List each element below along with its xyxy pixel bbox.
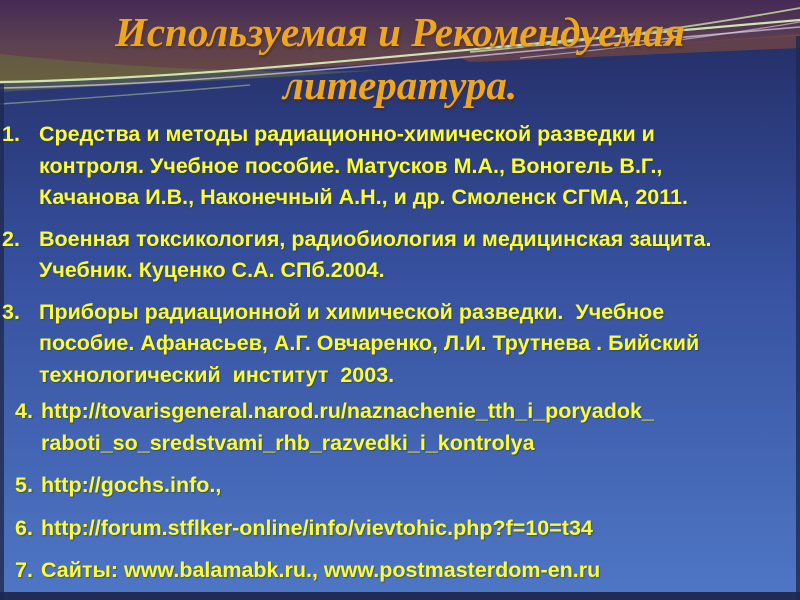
reference-item-4 — [0, 396, 762, 459]
item-number: 1. — [2, 122, 20, 146]
item-text — [41, 470, 762, 502]
item-url: Сайты: www.balamabk.ru., www.postmasterdom-en.ru — [41, 558, 601, 582]
item-number: 4. — [15, 399, 33, 423]
item-line: пособие. Афанасьев, А.Г. Овчаренко, Л.И. Трутнева . Бийский — [39, 331, 700, 355]
item-url: http://gochs.info., — [41, 473, 222, 497]
reference-item-5 — [0, 470, 762, 502]
item-text — [41, 555, 762, 587]
reference-item-3 — [0, 297, 762, 392]
reference-item-2 — [0, 224, 762, 287]
item-number: 7. — [15, 558, 33, 582]
slide-title: Используемая и Рекомендуемая литература. — [114, 9, 686, 108]
item-line: Приборы радиационной и химической разведки. Учебное — [39, 299, 665, 324]
item-url: raboti_so_sredstvami_rhb_razvedki_i_kontrolya — [41, 430, 535, 455]
item-line: Качанова И.В., Наконечный А.Н., и др. Смоленск СГМА, 2011. — [39, 185, 688, 209]
item-text — [41, 396, 762, 459]
item-line: Учебник. Куценко С.А. СПб.2004. — [39, 258, 385, 282]
item-url: http://tovarisgeneral.narod.ru/naznachenie_tth_i_poryadok_ — [41, 399, 654, 423]
item-number: 6. — [15, 515, 33, 540]
item-number: 2. — [2, 226, 20, 251]
reference-list-books — [0, 119, 762, 401]
item-line: контроля. Учебное пособие. Матусков М.А., Воногель В.Г., — [39, 153, 663, 178]
item-number: 3. — [2, 299, 20, 324]
item-number: 5. — [15, 473, 33, 497]
item-text — [41, 513, 762, 545]
reference-list-links — [0, 396, 762, 598]
reference-item-6 — [0, 513, 762, 545]
item-line: технологический институт 2003. — [39, 362, 395, 387]
item-text — [39, 119, 762, 214]
item-text — [39, 224, 762, 287]
reference-item-1 — [0, 119, 762, 214]
item-text — [39, 297, 762, 392]
item-url: http://forum.stflker-online/info/vievtohic.php?f=10=t34 — [41, 515, 593, 540]
item-line: Военная токсикология, радиобиология и медицинская защита. — [39, 226, 712, 251]
item-line: Средства и методы радиационно-химической разведки и — [39, 122, 655, 146]
reference-item-7 — [0, 555, 762, 587]
